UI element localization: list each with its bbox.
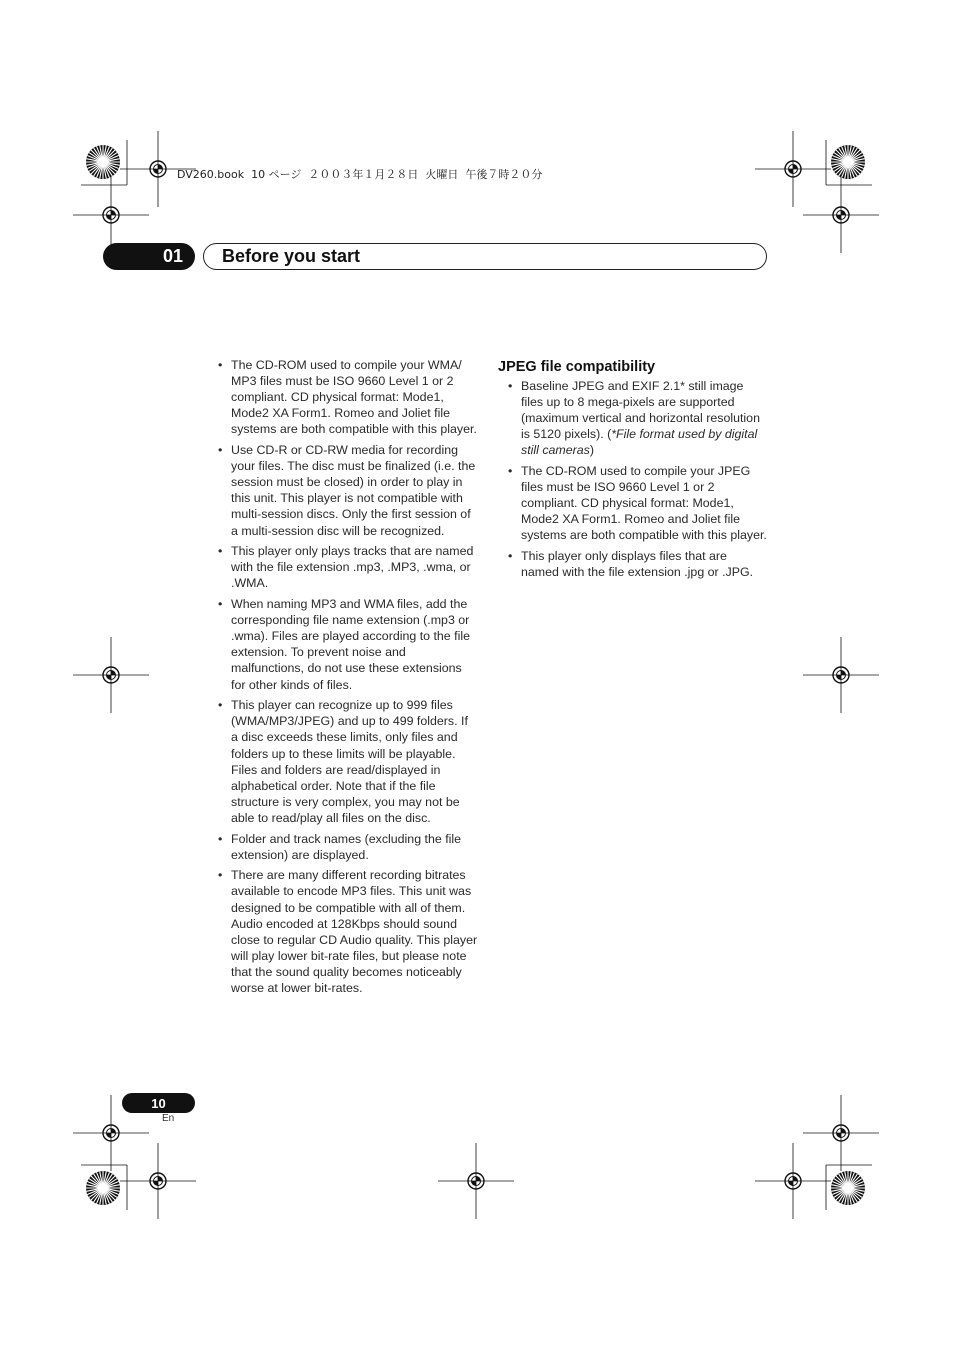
target-mark <box>755 131 831 207</box>
sunburst-mark-top-left <box>86 145 120 179</box>
print-header-line: DV260.book 10 ページ ２００３年１月２８日 火曜日 午後７時２０分 <box>177 168 543 181</box>
target-mark <box>120 1143 196 1219</box>
chapter-number-badge <box>103 243 195 270</box>
page-number-badge <box>122 1093 195 1113</box>
jpeg-compatibility-list <box>498 378 768 580</box>
mp3-wma-compatibility-list <box>216 357 478 996</box>
list-item: • This player only displays files that are named with the file extension .jpg or .JPG. <box>506 548 768 580</box>
target-mark <box>438 1143 514 1219</box>
list-item: • The CD-ROM used to compile your JPEG files must be ISO 9660 Level 1 or 2 compliant. CD physical format: Mode1, Mode2 XA Form1. Romeo and Joliet file systems are both compatible with this player. <box>506 463 768 543</box>
sunburst-mark-bottom-left <box>86 1171 120 1205</box>
list-item: • There are many different recording bitrates available to encode MP3 files. This unit was designed to be compatible with all of them. Audio encoded at 128Kbps should sound close to regular CD Audio quality. This player will play lower bit-rate files, but please note that the sound quality becomes noticeably worse at lower bit-rates. <box>216 867 478 996</box>
page-number: 10 <box>151 1095 166 1111</box>
target-mark <box>803 177 879 253</box>
target-mark <box>803 637 879 713</box>
target-mark <box>73 637 149 713</box>
section-heading-jpeg: JPEG file compatibility <box>498 359 656 375</box>
list-item: • When naming MP3 and WMA files, add the corresponding file name extension (.mp3 or .wma). Files are played according to the file extension. To prevent noise and malfunctions, do not use these extensions for other kinds of files. <box>216 596 478 693</box>
sunburst-mark-top-right <box>831 145 865 179</box>
chapter-title: Before you start <box>222 246 361 266</box>
list-item: • Folder and track names (excluding the file extension) are displayed. <box>216 831 478 863</box>
footnote-text: *File format used by digital still cameras <box>521 427 758 458</box>
list-item: • This player can recognize up to 999 files (WMA/MP3/JPEG) and up to 499 folders. If a disc exceeds these limits, only files and folders up to these limits will be playable. Files and folders are read/displayed in alphabetical order. Note that if the file structure is very complex, you may not be able to read/play all files on the disc. <box>216 697 478 826</box>
chapter-title-box <box>203 243 767 270</box>
target-mark <box>755 1143 831 1219</box>
list-item <box>506 378 768 458</box>
sunburst-mark-bottom-right <box>831 1171 865 1205</box>
page-language: En <box>162 1113 175 1124</box>
right-column <box>498 358 768 585</box>
chapter-number: 01 <box>162 246 183 266</box>
target-mark <box>803 1095 879 1171</box>
target-mark <box>73 177 149 253</box>
left-column <box>216 357 478 1001</box>
list-item: • Use CD-R or CD-RW media for recording your files. The disc must be finalized (i.e. the session must be closed) in order to play in this unit. This player is not compatible with multi-session discs. Only the first session of a multi-session disc will be recognized. <box>216 442 478 539</box>
list-item-text: ) <box>589 443 594 458</box>
list-item: • The CD-ROM used to compile your WMA/ MP3 files must be ISO 9660 Level 1 or 2 compliant. CD physical format: Mode1, Mode2 XA Form1. Romeo and Joliet file systems are both compatible with this player. <box>216 357 478 437</box>
list-item: • This player only plays tracks that are named with the file extension .mp3, .MP3, .wma, or .WMA. <box>216 543 478 591</box>
list-item-text: Baseline JPEG and EXIF 2.1* still image files up to 8 mega-pixels are supported (maximum vertical and horizontal resolution is 5120 pixels). ( <box>521 379 760 442</box>
